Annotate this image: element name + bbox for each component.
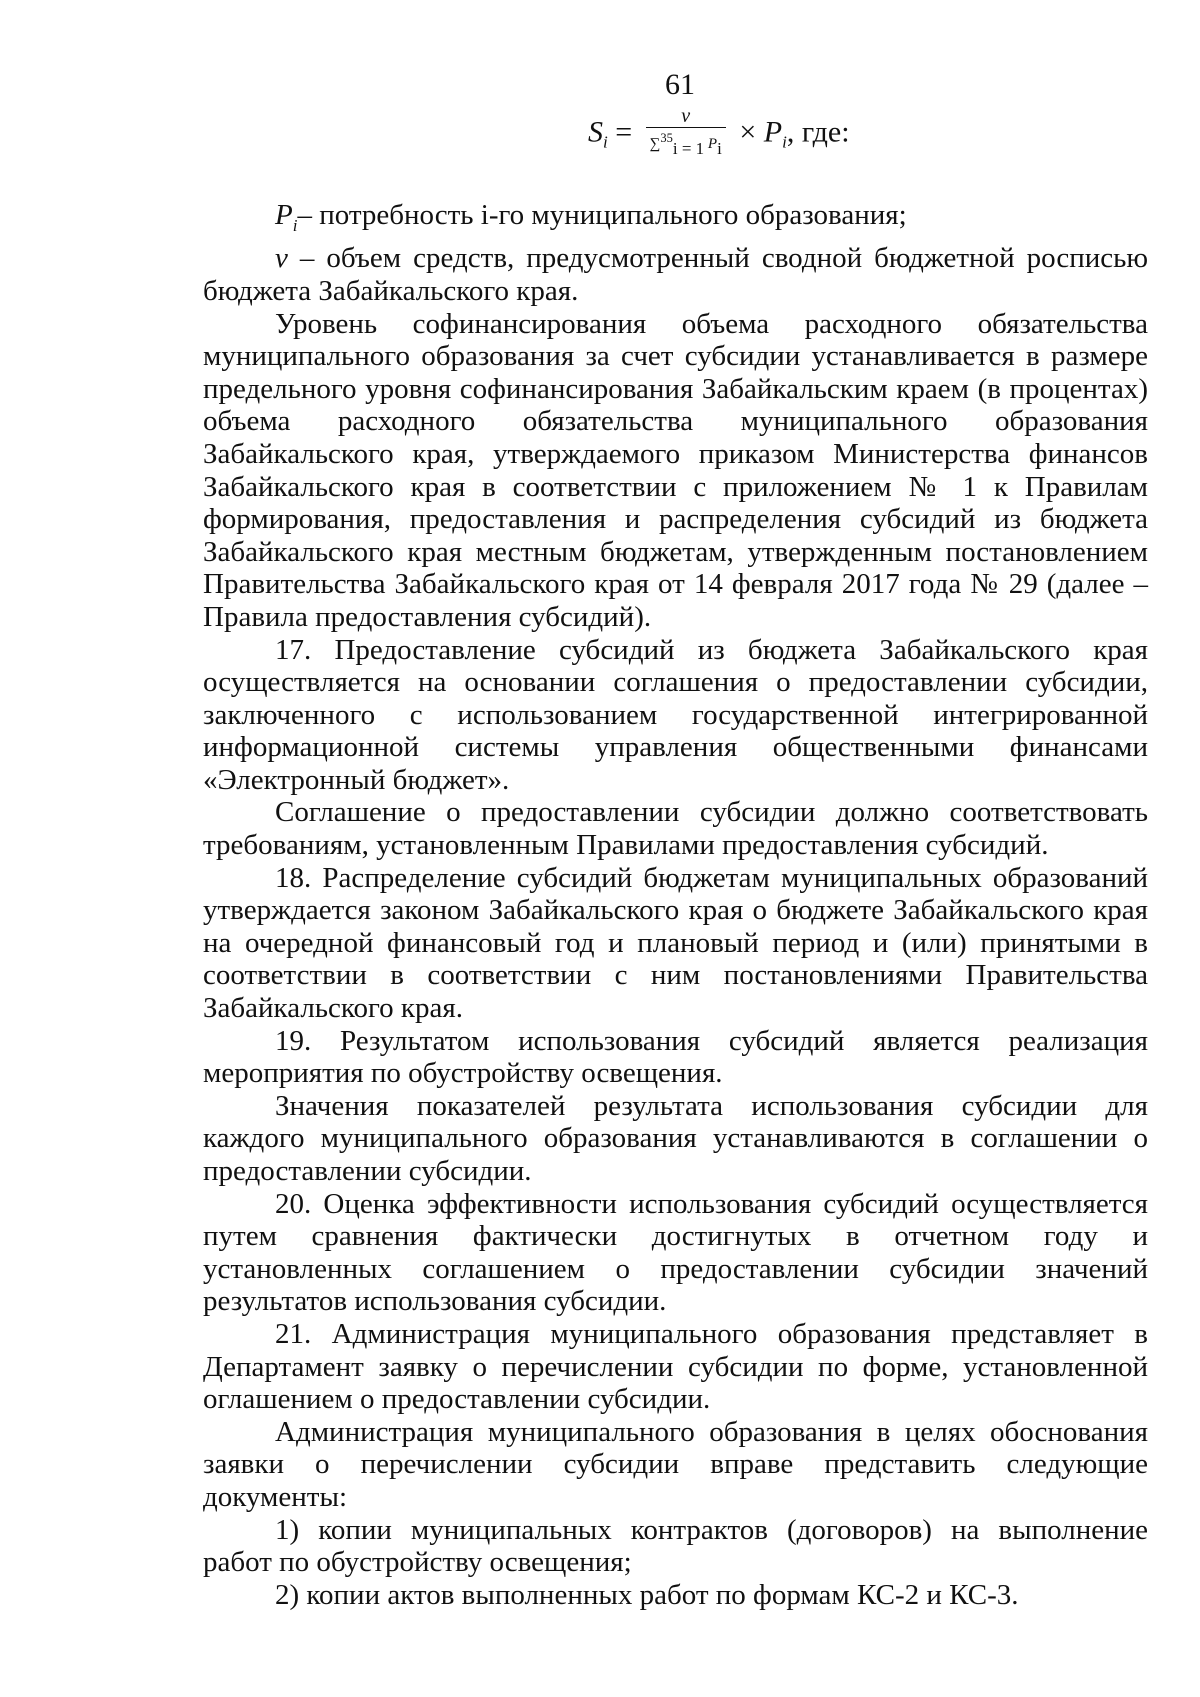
def-p-symbol: P <box>275 199 293 231</box>
def-p-text: – потребность i-го муниципального образования; <box>297 199 907 231</box>
page-number: 61 <box>665 68 695 101</box>
formula-equals: = <box>615 115 633 149</box>
sum-lower-limit: i = 1 <box>672 139 705 158</box>
paragraph-17: 17. Предоставление субсидий из бюджета Забайкальского края осуществляется на основании соглашения о предоставлении субсидии, заключенного с использованием государственной интегрированной информационной системы управления общественными финансами «Электронный бюджет». <box>203 633 1148 796</box>
sum-var-sub: i <box>717 139 722 158</box>
paragraph-indicators: Значения показателей результата использования субсидии для каждого муниципального образования устанавливаются в соглашении о предоставлении субсидии. <box>203 1089 1148 1188</box>
def-v-text: – объем средств, предусмотренный сводной бюджетной росписью бюджета Забайкальского края. <box>203 242 1148 307</box>
sum-upper-limit: 35 <box>660 131 673 145</box>
formula-denominator <box>646 128 726 158</box>
formula-lhs-sub: i <box>603 132 608 152</box>
list-item-1: 1) копии муниципальных контрактов (договоров) на выполнение работ по обустройству освещения; <box>203 1513 1148 1579</box>
def-v-symbol: v <box>275 242 288 275</box>
formula-lhs: S <box>588 115 603 149</box>
document-body <box>203 199 1148 1611</box>
formula-numerator: v <box>646 105 726 128</box>
paragraph-cofinancing-level: Уровень софинансирования объема расходного обязательства муниципального образования за счет субсидии устанавливается в размере предельного уровня софинансирования Забайкальским краем (в процентах) объема расходного обязательства муниципального образования Забайкальского края, утверждаемого приказом Министерства финансов Забайкальского края в соответствии с приложением № 1 к Правилам формирования, предоставления и распределения субсидий из бюджета Забайкальского края местным бюджетам, утвержденным постановлением Правительства Забайкальского края от 14 февраля 2017 года № 29 (далее – Правила предоставления субсидий). <box>203 307 1148 633</box>
paragraph-agreement: Соглашение о предоставлении субсидии должно соответствовать требованиям, установленным Правилами предоставления субсидий. <box>203 796 1148 862</box>
paragraph-20: 20. Оценка эффективности использования субсидий осуществляется путем сравнения фактически достигнутых в отчетном году и установленных соглашением о предоставлении субсидии значений результатов использования субсидии. <box>203 1187 1148 1318</box>
formula-tail: , где: <box>786 115 850 149</box>
formula-fraction <box>646 105 726 158</box>
paragraph-documents: Администрация муниципального образования в целях обоснования заявки о перечислении субсидии вправе представить следующие документы: <box>203 1415 1148 1513</box>
sum-var: P <box>707 136 718 152</box>
formula-rhs: P <box>763 115 783 149</box>
paragraph-21: 21. Администрация муниципального образования представляет в Департамент заявку о перечислении субсидии по форме, установленной оглашением о предоставлении субсидии. <box>203 1317 1148 1416</box>
list-item-2: 2) копии актов выполненных работ по формам КС-2 и КС-3. <box>275 1578 1019 1611</box>
definition-v <box>203 242 1148 307</box>
def-p-symbol-sub: i <box>292 215 298 235</box>
paragraph-18: 18. Распределение субсидий бюджетам муниципальных образований утверждается законом Забайкальского края о бюджете Забайкальского края на очередной финансовый год и плановый период и (или) принятыми в соответствии в соответствии с ним постановлениями Правительства Забайкальского края. <box>203 861 1148 1025</box>
definition-p <box>203 199 1148 242</box>
sum-sign: ∑ <box>649 136 661 152</box>
paragraph-19: 19. Результатом использования субсидий является реализация мероприятия по обустройству освещения. <box>203 1024 1148 1090</box>
formula-times: × <box>739 115 757 149</box>
formula-rhs-sub: i <box>782 132 787 152</box>
subsidy-formula <box>588 105 850 162</box>
